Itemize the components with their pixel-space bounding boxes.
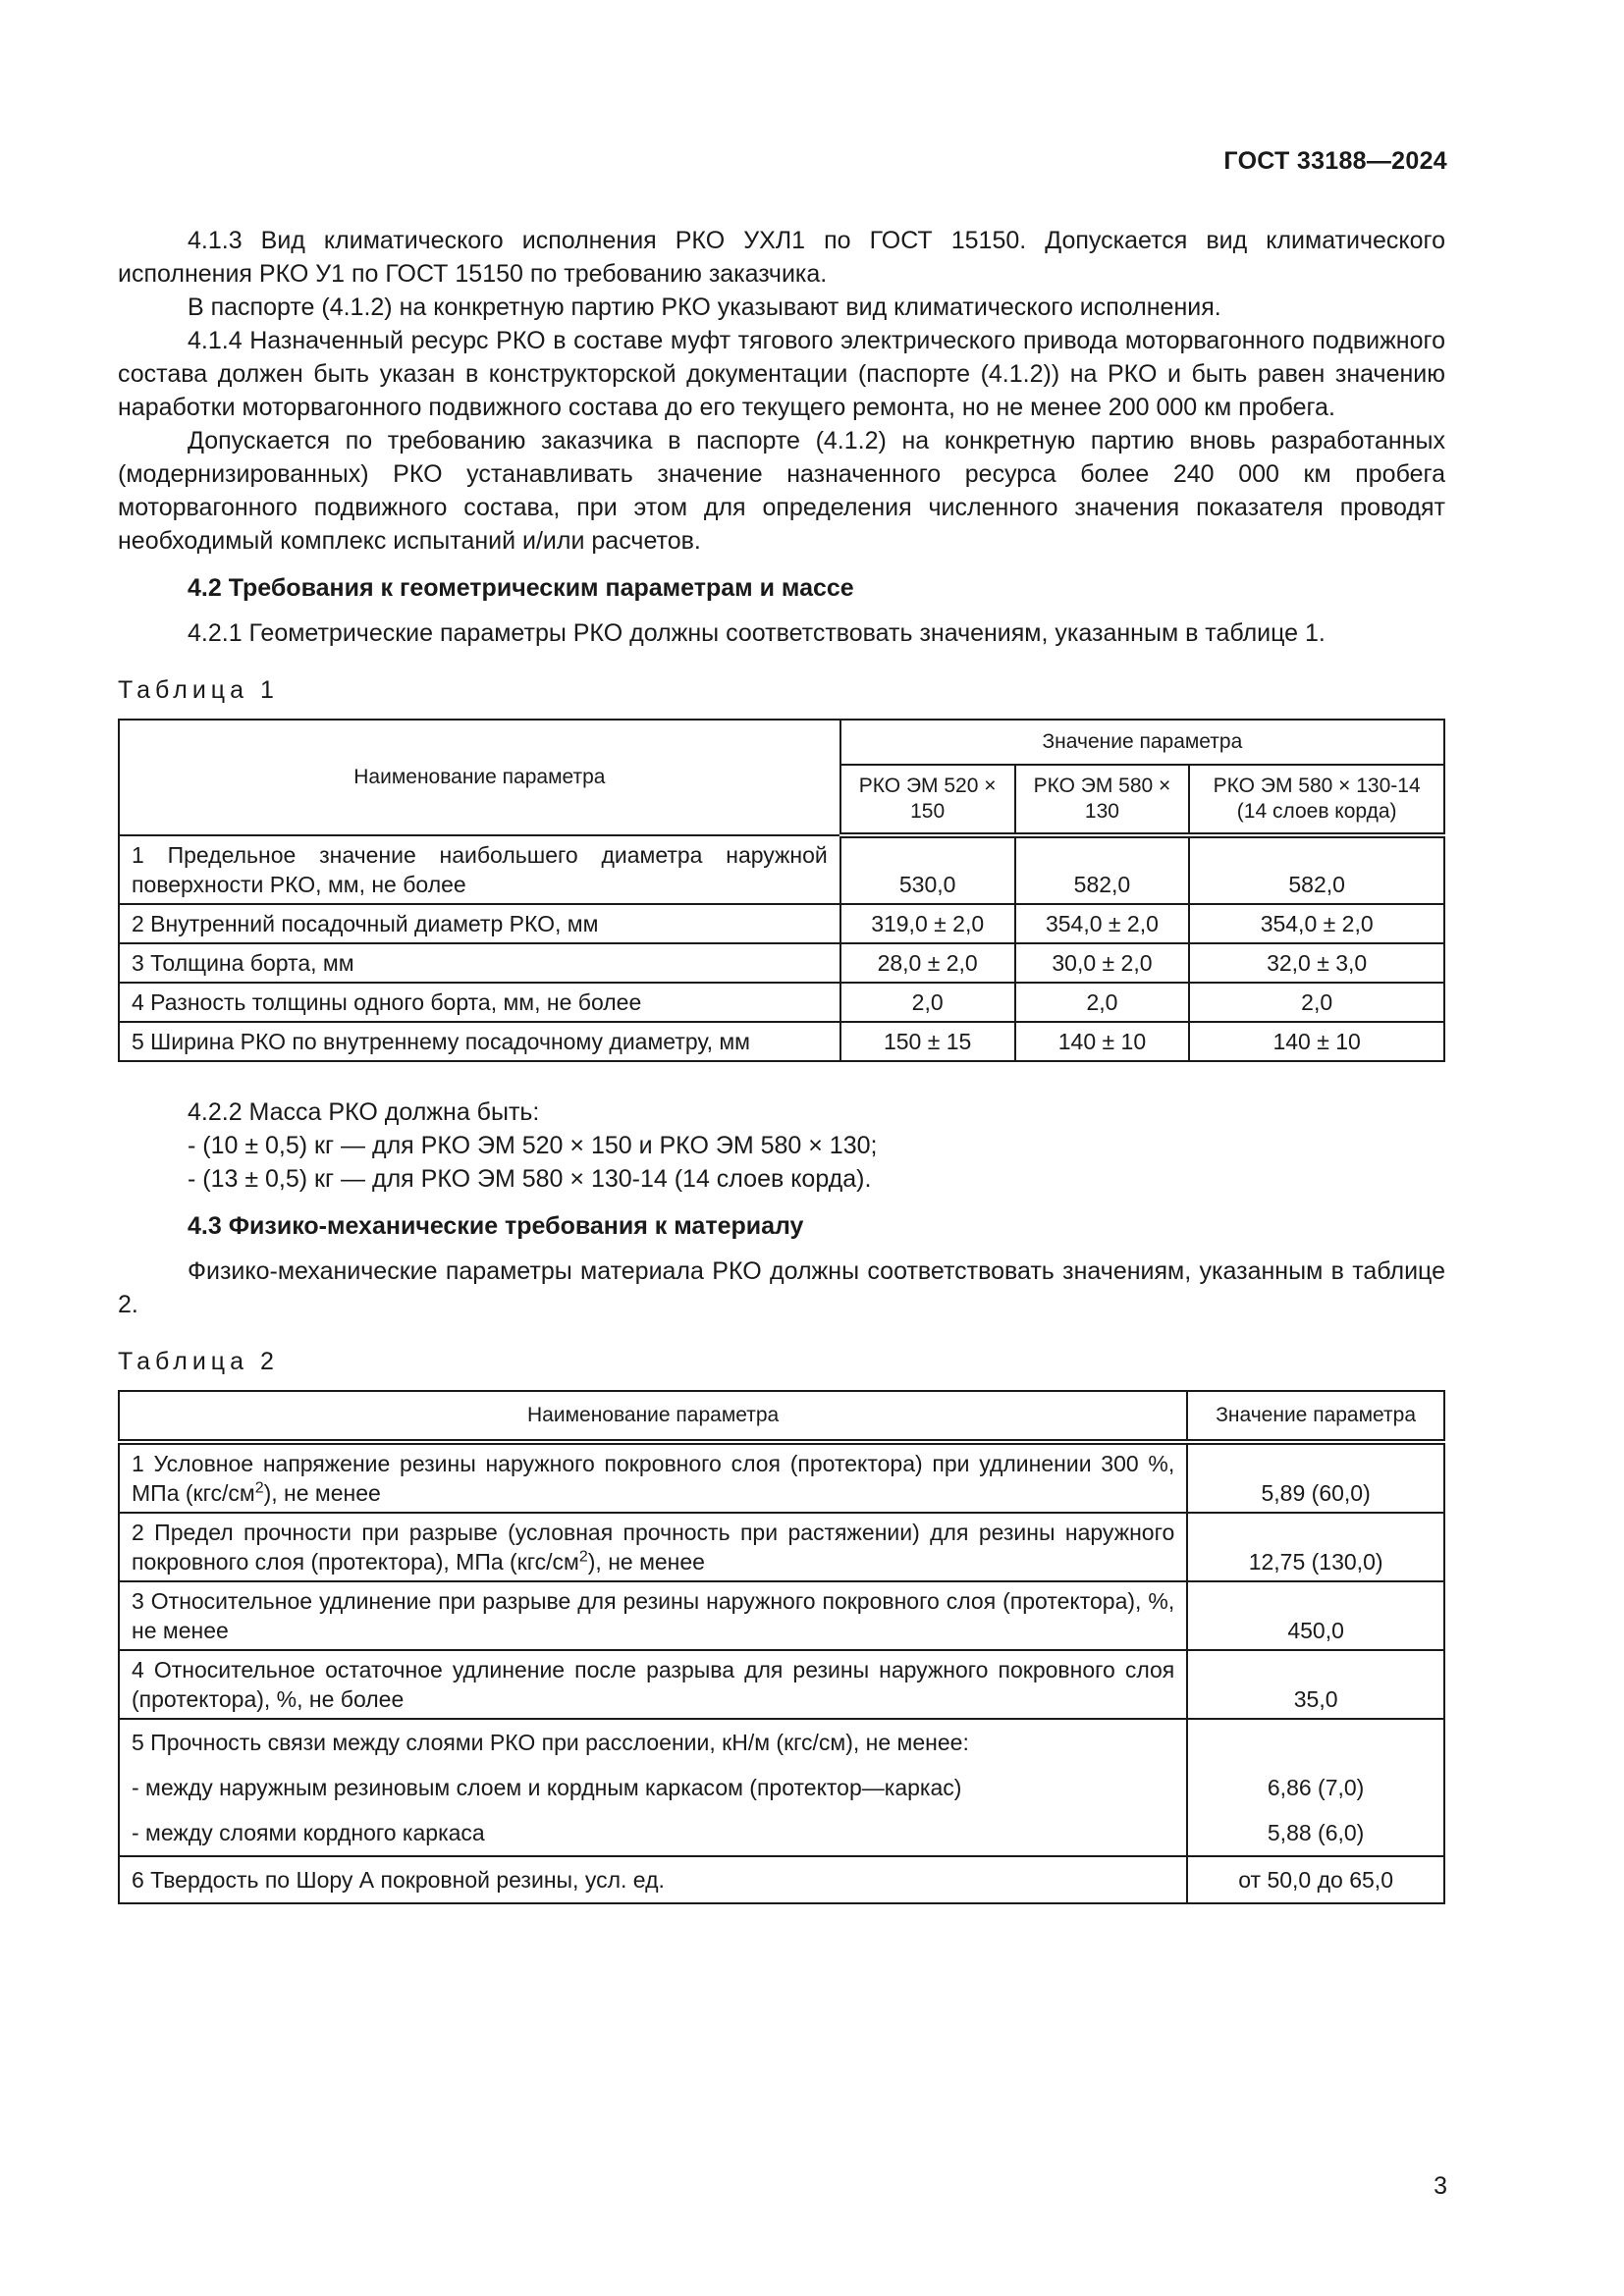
paragraph-4-2-1: 4.2.1 Геометрические параметры РКО должны соответствовать значениям, указанным в таблице 1. xyxy=(188,619,1326,647)
table-row xyxy=(119,983,1444,1022)
table-row xyxy=(119,1810,1444,1856)
table-cell-value: 450,0 xyxy=(1187,1581,1444,1650)
table-1-caption: Таблица 1 xyxy=(118,676,279,704)
table-1-header-col-c: РКО ЭМ 580 × 130-14 (14 слоев корда) xyxy=(1189,765,1444,835)
section-heading-4-2: 4.2 Требования к геометрическим параметрам и массе xyxy=(188,574,854,602)
table-cell-value: 30,0 ± 2,0 xyxy=(1015,943,1190,983)
paragraph-4-1-3: 4.1.3 Вид климатического исполнения РКО УХЛ1 по ГОСТ 15150. Допускается вид климатического исполнения РКО У1 по ГОСТ 15150 по требованию заказчика. xyxy=(118,227,1445,288)
table-2-header-value: Значение параметра xyxy=(1187,1391,1444,1442)
table-cell-name: 6 Твердость по Шору А покровной резины, усл. ед. xyxy=(119,1856,1187,1903)
table-cell-value: 2,0 xyxy=(1189,983,1444,1022)
paragraph-4-2-2: 4.2.2 Масса РКО должна быть: xyxy=(188,1098,540,1126)
table-cell-value: 2,0 xyxy=(1015,983,1190,1022)
table-cell-name: 3 Относительное удлинение при разрыве для резины наружного покровного слоя (протектора), %, не менее xyxy=(119,1581,1187,1650)
table-cell-value: 354,0 ± 2,0 xyxy=(1189,904,1444,943)
mass-item-2: - (13 ± 0,5) кг — для РКО ЭМ 580 × 130-14 (14 слоев корда). xyxy=(188,1165,872,1193)
table-1 xyxy=(118,719,1445,1062)
table-row xyxy=(119,1442,1444,1513)
table-row xyxy=(119,904,1444,943)
table-cell-value: 5,89 (60,0) xyxy=(1187,1442,1444,1513)
table-cell-value: 319,0 ± 2,0 xyxy=(840,904,1015,943)
table-cell-name: 3 Толщина борта, мм xyxy=(119,943,840,983)
table-1-header-value-group: Значение параметра xyxy=(840,720,1444,765)
table-cell-value-empty xyxy=(1187,1719,1444,1765)
table-cell-name: - между слоями кордного каркаса xyxy=(119,1810,1187,1856)
table-cell-name: - между наружным резиновым слоем и кордным каркасом (протектор—каркас) xyxy=(119,1765,1187,1810)
table-cell-name: 1 Условное напряжение резины наружного покровного слоя (протектора) при удлинении 300 %, МПа $(кгс/см^2)$, не менее xyxy=(119,1442,1187,1513)
mass-item-1: - (10 ± 0,5) кг — для РКО ЭМ 520 × 150 и РКО ЭМ 580 × 130; xyxy=(188,1132,878,1159)
table-1-header-col-a: РКО ЭМ 520 × 150 xyxy=(840,765,1015,835)
table-cell-name: 1 Предельное значение наибольшего диаметра наружной поверхности РКО, мм, не более xyxy=(119,835,840,904)
table-cell-value: 582,0 xyxy=(1189,835,1444,904)
table-cell-value: 150 ± 15 xyxy=(840,1022,1015,1061)
paragraph-passport: В паспорте (4.1.2) на конкретную партию РКО указывают вид климатического исполнения. xyxy=(188,294,1221,321)
table-row xyxy=(119,1650,1444,1719)
table-cell-value: 5,88 (6,0) xyxy=(1187,1810,1444,1856)
table-cell-value: 12,75 (130,0) xyxy=(1187,1513,1444,1581)
table-1-header-col-b: РКО ЭМ 580 × 130 xyxy=(1015,765,1190,835)
table-cell-value: 28,0 ± 2,0 xyxy=(840,943,1015,983)
table-row xyxy=(119,943,1444,983)
paragraph-4-3-intro: Физико-механические параметры материала РКО должны соответствовать значениям, указанным в таблице 2. xyxy=(118,1257,1445,1318)
table-row xyxy=(119,1765,1444,1810)
table-cell-value: от 50,0 до 65,0 xyxy=(1187,1856,1444,1903)
table-cell-value: 35,0 xyxy=(1187,1650,1444,1719)
table-row xyxy=(119,1856,1444,1903)
table-row xyxy=(119,835,1444,904)
table-row xyxy=(119,1022,1444,1061)
table-row xyxy=(119,1513,1444,1581)
table-cell-name: 4 Относительное остаточное удлинение после разрыва для резины наружного покровного слоя (протектора), %, не более xyxy=(119,1650,1187,1719)
table-cell-value: 354,0 ± 2,0 xyxy=(1015,904,1190,943)
table-cell-value: 6,86 (7,0) xyxy=(1187,1765,1444,1810)
table-cell-name: 5 Прочность связи между слоями РКО при расслоении, кН/м (кгс/см), не менее: xyxy=(119,1719,1187,1765)
table-cell-name: 2 Предел прочности при разрыве (условная прочность при растяжении) для резины наружного покровного слоя (протектора), МПа $(кгс/см^2)$, не менее xyxy=(119,1513,1187,1581)
table-cell-value: 140 ± 10 xyxy=(1015,1022,1190,1061)
page-number: 3 xyxy=(1434,2172,1447,2200)
table-cell-value: 582,0 xyxy=(1015,835,1190,904)
paragraph-resource: Допускается по требованию заказчика в паспорте (4.1.2) на конкретную партию вновь разработанных (модернизированных) РКО устанавливать значение назначенного ресурса более 240 000 км пробега моторвагонного подвижного состава, при этом для определения численного значения показателя проводят необходимый комплекс испытаний и/или расчетов. xyxy=(118,427,1445,555)
table-cell-value: 32,0 ± 3,0 xyxy=(1189,943,1444,983)
table-cell-value: 140 ± 10 xyxy=(1189,1022,1444,1061)
document-id: ГОСТ 33188—2024 xyxy=(1223,147,1447,175)
table-1-header-name: Наименование параметра xyxy=(119,720,840,835)
table-cell-name: 2 Внутренний посадочный диаметр РКО, мм xyxy=(119,904,840,943)
table-row xyxy=(119,1581,1444,1650)
table-row xyxy=(119,1719,1444,1765)
section-heading-4-3: 4.3 Физико-механические требования к материалу xyxy=(188,1212,804,1240)
table-cell-value: 530,0 xyxy=(840,835,1015,904)
table-2-caption: Таблица 2 xyxy=(118,1348,279,1375)
table-cell-value: 2,0 xyxy=(840,983,1015,1022)
paragraph-4-1-4: 4.1.4 Назначенный ресурс РКО в составе муфт тягового электрического привода моторвагонного подвижного состава должен быть указан в конструкторской документации (паспорте (4.1.2)) на РКО и быть равен значению наработки моторвагонного подвижного состава до его текущего ремонта, но не менее 200 000 км пробега. xyxy=(118,327,1445,421)
table-2-header-name: Наименование параметра xyxy=(119,1391,1187,1442)
page-content xyxy=(118,224,1445,1904)
table-cell-name: 5 Ширина РКО по внутреннему посадочному диаметру, мм xyxy=(119,1022,840,1061)
table-cell-name: 4 Разность толщины одного борта, мм, не более xyxy=(119,983,840,1022)
table-2 xyxy=(118,1390,1445,1904)
